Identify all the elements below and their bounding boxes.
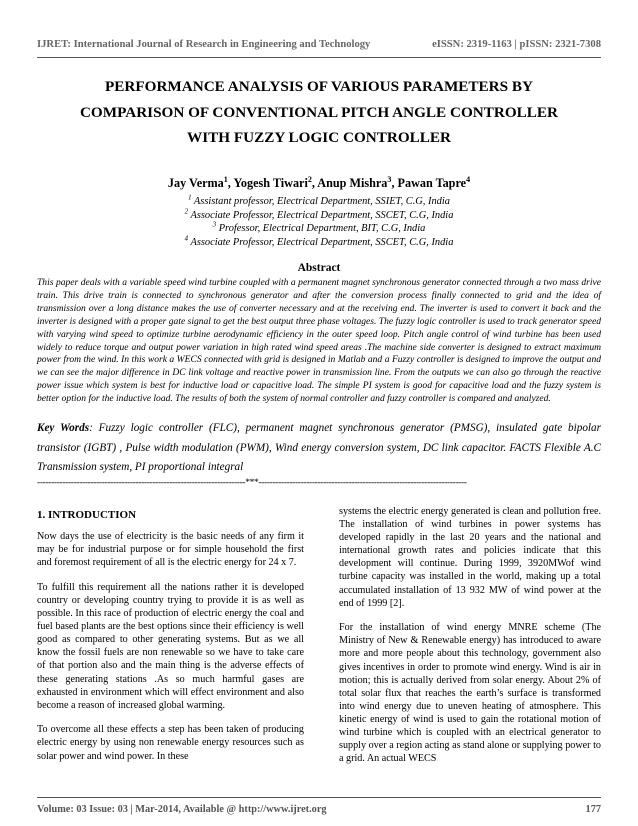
paragraph: For the installation of wind energy MNRE scheme (The Ministry of New & Renewable energy) has introduced to aware more and more people about this technology, government also gives incentives in order to promote wind energy. Wind is air in motion; this is actually derived from solar energy. About 2% of total solar flux that reaches the earth’s surface is transformed into wind energy due to uneven heating of atmosphere. This kinetic energy of wind is used to gain the rotational motion of wind turbine which is coupled with an electrical generator to supply over a region acting as stand alone or supplying power to a grid. An actual WECS: [339, 622, 601, 765]
right-column: [339, 505, 601, 777]
paper-title: [30, 74, 608, 151]
affiliation-sup: 4: [184, 235, 189, 243]
issn-info: eISSN: 2319-1163 | pISSN: 2321-7308: [432, 39, 601, 50]
running-header: [37, 39, 601, 50]
affiliation-text: Assistant professor, Electrical Department, SSIET, C.G, India: [193, 196, 450, 207]
affiliation-sup: 3: [212, 221, 217, 229]
title-line: WITH FUZZY LOGIC CONTROLLER: [187, 129, 451, 146]
affiliation-text: Professor, Electrical Department, BIT, C.G, India: [218, 223, 426, 235]
affiliation: [30, 209, 608, 223]
section-heading: 1. INTRODUCTION: [37, 509, 137, 521]
abstract-heading: Abstract: [297, 262, 341, 274]
keywords-text: : Fuzzy logic controller (FLC), permanent magnet synchronous generator (PMSG), insulated gate bipolar transistor (IGBT) , Pulse width modulation (PWM), Wind energy conversion system, DC link capacitor. FACTS Flexible A.C Transmission system, PI proportional integral: [37, 422, 601, 473]
paragraph: To fulfill this requirement all the nations rather it is developed country or developing country trying to provide it is as well as possible. In this race of production of electric energy the coal and fuel based plants are the best options since their efficiency is well good as compared to other generating systems. But as we all know the fossil fuels are non renewable so we have to take care of that portion also and the main thing is the adverse effects of these generating stations .As so much harmful gases are exhausted in environment which will effect environment and also become a reason of increased global warming.: [37, 581, 304, 711]
title-line: PERFORMANCE ANALYSIS OF VARIOUS PARAMETERS BY: [105, 78, 533, 95]
affiliation: [30, 195, 608, 209]
footer-volume-info: Volume: 03 Issue: 03 | Mar-2014, Available @ http://www.ijret.org: [37, 804, 327, 815]
affiliation-text: Associate Professor, Electrical Department, SSCET, C.G, India: [190, 209, 454, 221]
author-sup: 4: [466, 174, 471, 184]
affiliation: [30, 236, 608, 250]
paragraph: To overcome all these effects a step has been taken of producing electric energy by using non renewable energy resources such as solar power and wind power. In these: [37, 724, 304, 762]
author-sup: 2: [307, 174, 312, 184]
left-column: [37, 509, 304, 774]
running-footer: [37, 804, 601, 815]
paragraph: systems the electric energy generated is clean and pollution free. The installation of wind turbines in power systems has developed rapidly in the last 20 years and the national and international growth rates and policies indicate that this development will continue. During 1999, 3920MWof wind turbine capacity was installed in the world, making up a total accumulated installation of 13 932 MW of wind power at the end of 1999 [2].: [339, 506, 601, 609]
abstract-text: This paper deals with a variable speed wind turbine coupled with a permanent magnet synchronous generator connected through a two mass drive train. This drive train is connected to synchronous generator and after the conversion process finally connected to grid and the idea of transmission over a long distance makes the use of converter necessary and at the receiving end. The inverter is used to convert it back and the inverter is designed with a proper gate signal to get the best output three phase voltages. The fuzzy logic controller is used to track generator speed with varying wind speed to optimize turbine aerodynamic efficiency in the outer speed loop. Pitch angle control of wind turbine has been used widely to reduce torque and output power variation in high rated wind speed areas .The machine side converter is designed to extract maximum power from the wind. In this work a WECS connected with grid is designed in Matlab and a Fuzzy controller is designed to improve the output and we can see the major difference in DC link voltage and reactive power in transmission line. From the outputs we can also go through the reactive power issue which system is best for inductive load or capacitive load. The simple PI system is good for capacitive load and the fuzzy system is better option for the inductive load. The results of both the system of normal controller and fuzzy controller is compared and analyzed.: [37, 277, 601, 405]
affiliation-sup: 1: [188, 194, 192, 202]
header-rule: [37, 57, 601, 58]
keywords-label: Key Words: [37, 422, 90, 434]
footer-rule: [37, 797, 601, 798]
affiliation-list: [30, 195, 608, 250]
author-name: Yogesh Tiwari: [233, 176, 308, 190]
journal-name: IJRET: International Journal of Research in Engineering and Technology: [37, 39, 371, 50]
page-number: 177: [585, 804, 601, 815]
author-sup: 1: [223, 174, 228, 184]
author-name: Anup Mishra: [317, 176, 388, 190]
author-name: Jay Verma: [167, 176, 224, 190]
title-line: COMPARISON OF CONVENTIONAL PITCH ANGLE CONTROLLER: [79, 103, 559, 121]
paragraph: Now days the use of electricity is the basic needs of any firm it may be for industrial purpose or for simple household the first and foremost requirement of all is the electric energy for 24 x 7.: [37, 531, 304, 569]
affiliation-sup: 2: [184, 208, 189, 216]
author-name: Pawan Tapre: [397, 176, 467, 190]
author-list: Jay Verma$^1$, Yogesh Tiwari$^2$, Anup Mishra$^3$, Pawan Tapre$^4$: [167, 174, 471, 190]
keywords: [37, 419, 601, 478]
author-sup: 3: [387, 174, 392, 184]
affiliation-text: Associate Professor, Electrical Department, SSCET, C.G, India: [190, 237, 454, 249]
section-separator: --------------------------------------------------------------------------***--------------------------------------------------------------------------: [37, 478, 467, 488]
affiliation: [30, 222, 608, 236]
